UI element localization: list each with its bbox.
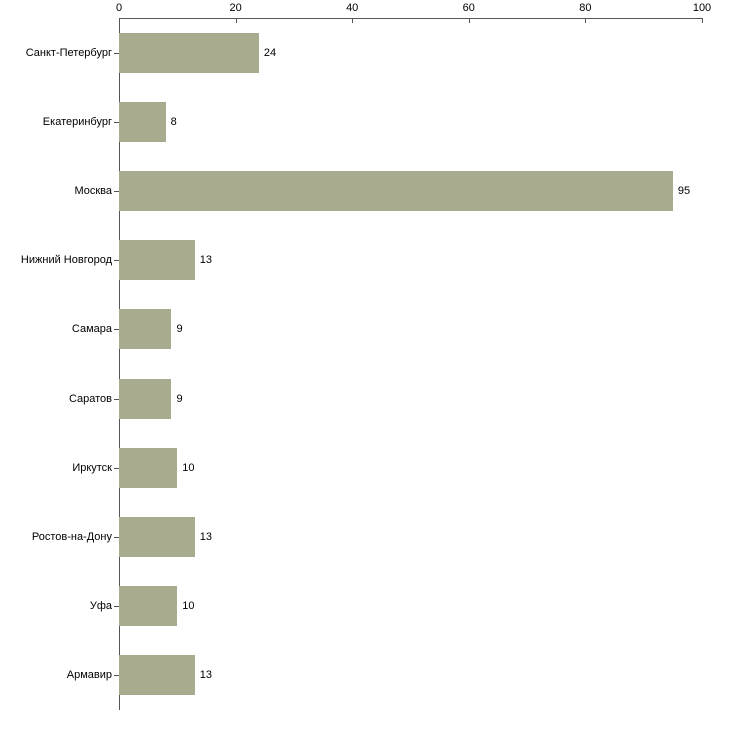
- bar-value-label: 10: [182, 600, 195, 613]
- bar: [119, 240, 195, 280]
- y-axis-category-label: Уфа: [89, 600, 112, 613]
- y-axis-category-label: Москва: [74, 185, 112, 197]
- bar: [119, 379, 171, 419]
- y-axis-category-label: Нижний Новгород: [20, 254, 112, 267]
- x-axis-tick-label: 60: [462, 2, 475, 14]
- bar-value-label: 10: [182, 461, 195, 474]
- bar-value-label: 13: [199, 254, 213, 267]
- bar: [119, 655, 195, 695]
- y-axis-category-label: Санкт-Петербург: [25, 46, 112, 59]
- x-axis-tick: [119, 18, 120, 23]
- x-axis-tick-label: 80: [579, 2, 592, 14]
- y-axis-category-label: Иркутск: [72, 461, 112, 474]
- bar: [119, 171, 673, 211]
- bar: [119, 309, 171, 349]
- x-axis-tick: [236, 18, 237, 23]
- bar-value-label: 9: [176, 392, 183, 405]
- bar: [119, 448, 177, 488]
- x-axis-tick-label: 100: [692, 2, 712, 14]
- x-axis-tick-label: 40: [346, 2, 359, 14]
- y-axis-category-label: Армавир: [66, 669, 112, 682]
- x-axis-tick: [702, 18, 703, 23]
- x-axis-tick: [469, 18, 470, 23]
- bar: [119, 102, 166, 142]
- x-axis-tick-label: 0: [115, 2, 123, 14]
- bar-value-label: 24: [263, 46, 277, 59]
- x-axis-tick: [352, 18, 353, 23]
- bar-value-label: 95: [677, 185, 691, 197]
- y-axis-category-label: Ростов-на-Дону: [31, 531, 112, 543]
- bar: [119, 586, 177, 626]
- bar-value-label: 8: [170, 115, 177, 128]
- plot-area: [20, 2, 712, 710]
- bar-value-label: 13: [199, 531, 213, 543]
- y-axis-category-label: Екатеринбург: [42, 115, 112, 128]
- y-axis-category-label: Самара: [71, 323, 112, 336]
- bar-value-label: 13: [199, 669, 213, 682]
- x-axis-tick: [585, 18, 586, 23]
- bar-value-label: 9: [176, 323, 183, 336]
- bar: [119, 517, 195, 557]
- y-axis-category-label: Саратов: [68, 392, 112, 405]
- x-axis-tick-label: 20: [229, 2, 242, 14]
- bar: [119, 33, 259, 73]
